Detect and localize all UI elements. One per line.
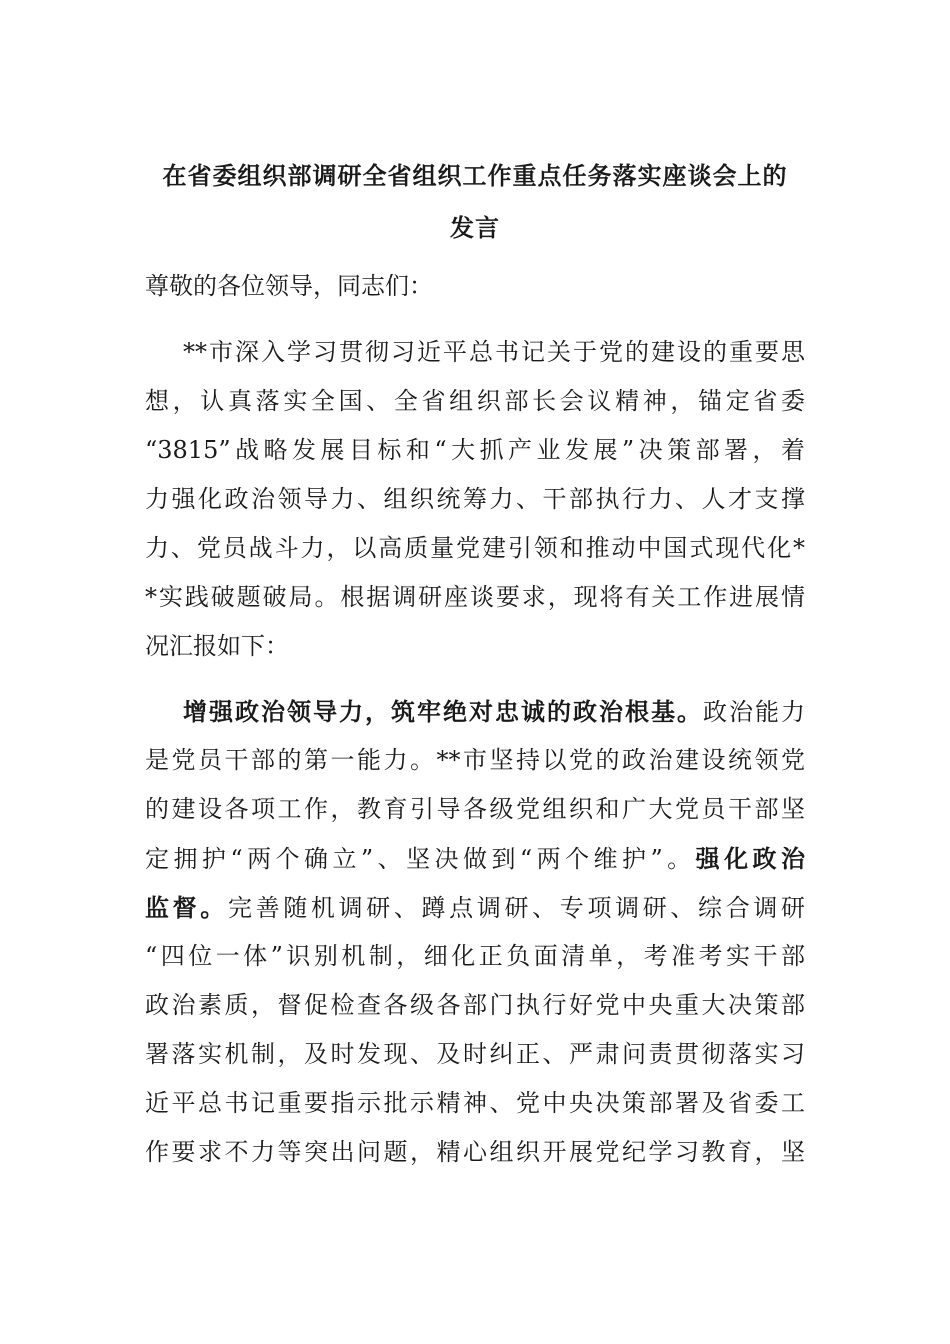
subheading-political-supervision-part2: 监督。 (145, 893, 228, 922)
para2-line-5-text: 完善随机调研、蹲点调研、专项调研、综合调研 (227, 894, 806, 922)
para1-line-5: 力、党员战斗力，以高质量党建引领和推动中国式现代化* (145, 534, 805, 562)
document-title (145, 150, 805, 254)
salutation: 尊敬的各位领导，同志们： (145, 272, 433, 300)
para1-line-1: **市深入学习贯彻习近平总书记关于党的建设的重要思 (183, 338, 805, 366)
para1-line-4: 力强化政治领导力、组织统筹力、干部执行力、人才支撑 (145, 485, 805, 513)
para2-line-6: “四位一体”识别机制，细化正负面清单，考准考实干部 (145, 942, 805, 970)
para2-line-1-text: 政治能力 (703, 698, 805, 726)
para2-line-2: 是党员干部的第一能力。**市坚持以党的政治建设统领党 (145, 746, 805, 774)
para2-line-5 (145, 883, 805, 932)
para2-line-4-text: 定拥护“两个确立”、坚决做到“两个维护”。 (145, 845, 696, 873)
para2-line-10: 作要求不力等突出问题，精心组织开展党纪学习教育，坚 (145, 1138, 805, 1166)
para2-line-8: 署落实机制，及时发现、及时纠正、严肃问责贯彻落实习 (145, 1040, 805, 1068)
title-line-2: 发言 (450, 213, 500, 242)
para1-line-3: “3815”战略发展目标和“大抓产业发展”决策部署，着 (145, 436, 805, 464)
para2-line-4 (145, 834, 805, 883)
para2-line-7: 政治素质，督促检查各级各部门执行好党中央重大决策部 (145, 991, 805, 1019)
title-line-1: 在省委组织部调研全省组织工作重点任务落实座谈会上的 (162, 161, 788, 190)
para1-line-2: 想，认真落实全国、全省组织部长会议精神，锚定省委 (145, 387, 805, 415)
para2-heading: 增强政治领导力，筑牢绝对忠诚的政治根基。 (183, 697, 703, 726)
para2-line-3: 的建设各项工作，教育引导各级党组织和广大党员干部坚 (145, 795, 805, 823)
subheading-political-supervision-part1: 强化政治 (695, 844, 806, 873)
para1-line-7: 况汇报如下： (145, 632, 289, 660)
para1-line-6: *实践破题破局。根据调研座谈要求，现将有关工作进展情 (145, 583, 805, 611)
para2-line-9: 近平总书记重要指示批示精神、党中央决策部署及省委工 (145, 1089, 805, 1117)
para2-line-1 (145, 687, 805, 736)
